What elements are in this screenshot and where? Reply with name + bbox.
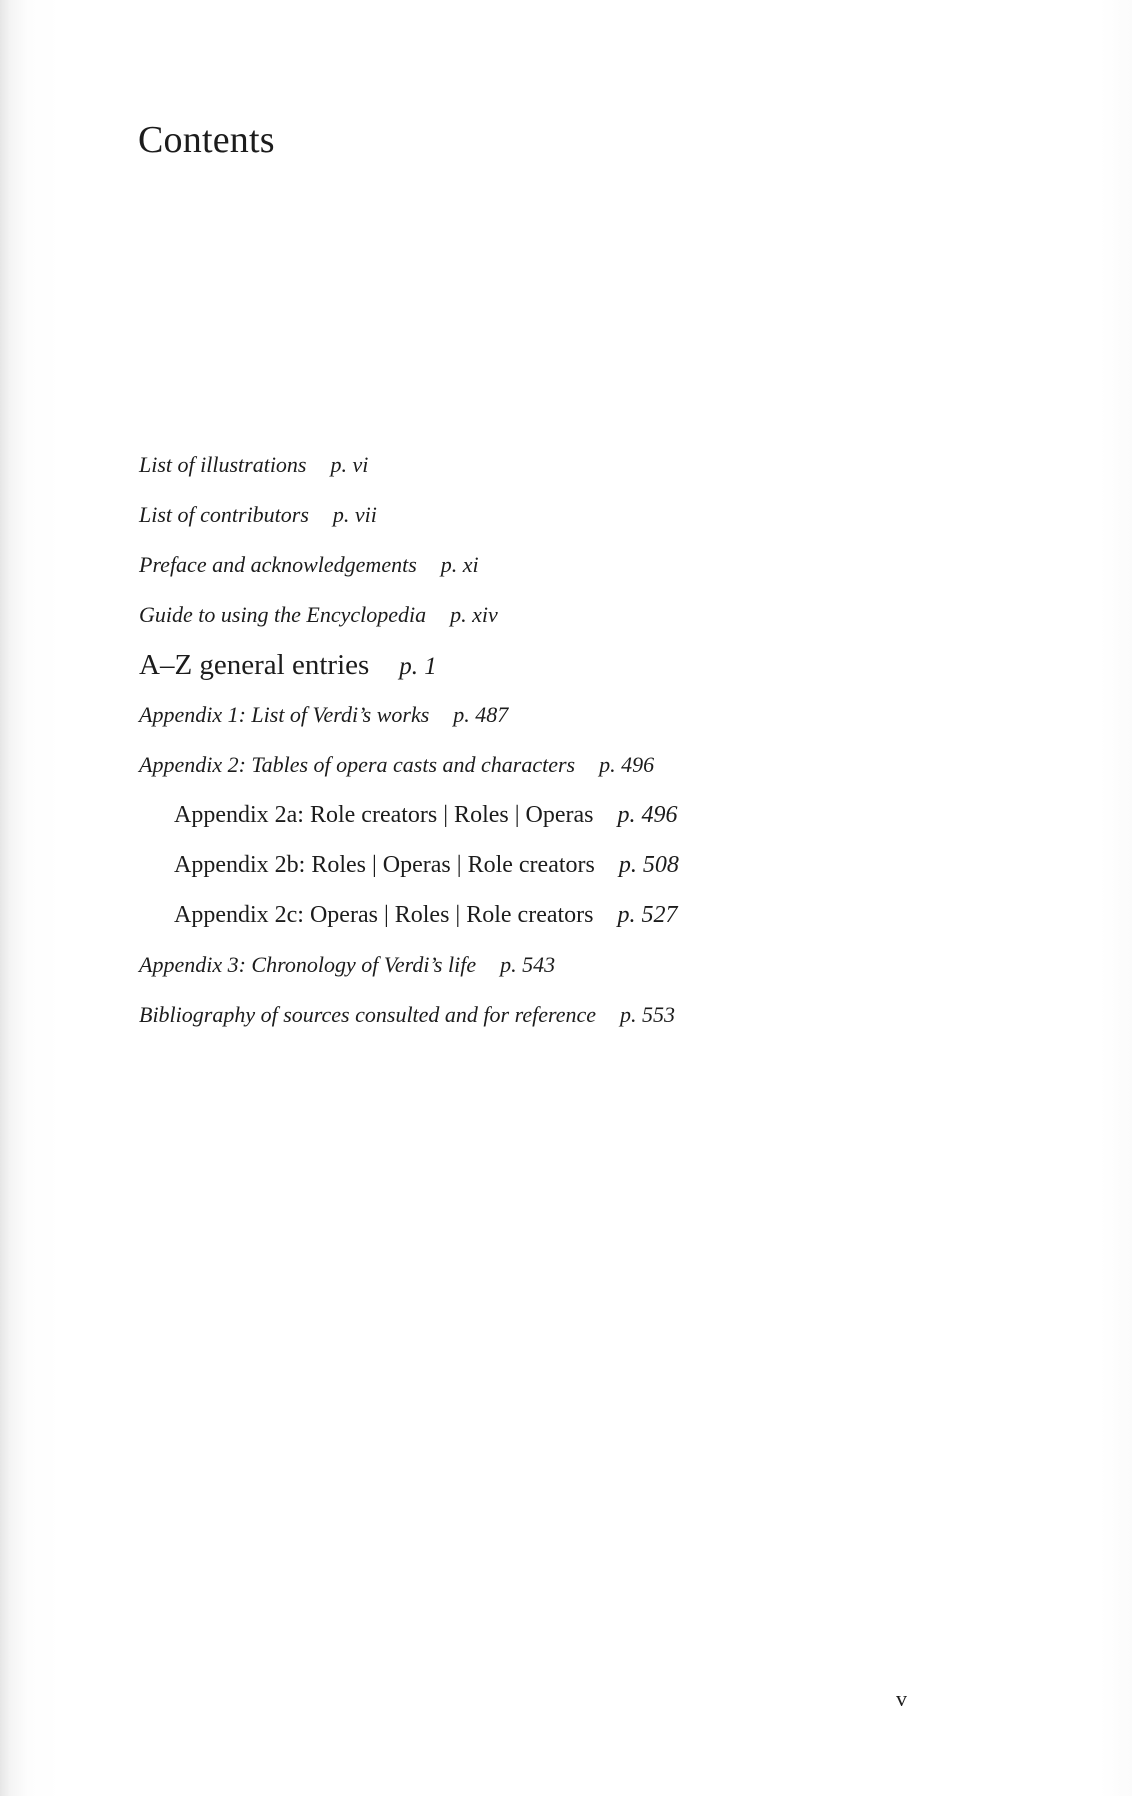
toc-entry-label: Appendix 3: Chronology of Verdi’s life: [139, 952, 477, 977]
toc-entry-label: Appendix 1: List of Verdi’s works: [139, 702, 430, 727]
toc-entry-label: A–Z general entries: [139, 649, 370, 681]
toc-entry-page: p. 553: [620, 1002, 676, 1027]
toc-entry-label: Bibliography of sources consulted and for reference: [139, 1002, 597, 1027]
toc-entry: [139, 698, 679, 748]
toc-entry-page: p. 1: [399, 653, 437, 680]
toc-entry-label: Appendix 2c: Operas | Roles | Role creators: [174, 902, 594, 928]
toc-entry-page: p. 508: [618, 852, 679, 878]
toc-entry-main: [139, 648, 679, 698]
toc-entry: [139, 998, 679, 1048]
page-number: v: [896, 1686, 907, 1711]
toc-entry: [139, 448, 679, 498]
toc-entry-label: Preface and acknowledgements: [139, 552, 417, 577]
toc-entry-page: p. vii: [332, 502, 377, 527]
toc-entry-page: p. 543: [500, 952, 556, 977]
toc-entry: [139, 548, 679, 598]
toc-entry-label: Guide to using the Encyclopedia: [139, 602, 427, 627]
toc-entry-page: p. xiv: [450, 602, 498, 627]
table-of-contents: [139, 448, 679, 1048]
toc-entry: [139, 598, 679, 648]
toc-entry-label: List of illustrations: [139, 452, 307, 477]
toc-subentry: [139, 848, 679, 898]
toc-entry-page: p. 527: [617, 902, 678, 928]
toc-subentry: [139, 798, 679, 848]
toc-entry-label: Appendix 2b: Roles | Operas | Role creators: [174, 852, 595, 878]
toc-entry-label: Appendix 2: Tables of opera casts and characters: [139, 752, 576, 777]
toc-entry-page: p. xi: [440, 552, 479, 577]
toc-entry-page: p. 496: [617, 802, 678, 828]
page-title: Contents: [138, 119, 275, 161]
toc-entry-label: Appendix 2a: Role creators | Roles | Operas: [174, 802, 594, 828]
toc-entry-label: List of contributors: [139, 502, 309, 527]
toc-entry-page: p. 487: [453, 702, 509, 727]
toc-entry-page: p. vi: [330, 452, 369, 477]
toc-entry: [139, 498, 679, 548]
toc-entry: [139, 948, 679, 998]
toc-subentry: [139, 898, 679, 948]
toc-entry-page: p. 496: [599, 752, 655, 777]
toc-entry: [139, 748, 679, 798]
